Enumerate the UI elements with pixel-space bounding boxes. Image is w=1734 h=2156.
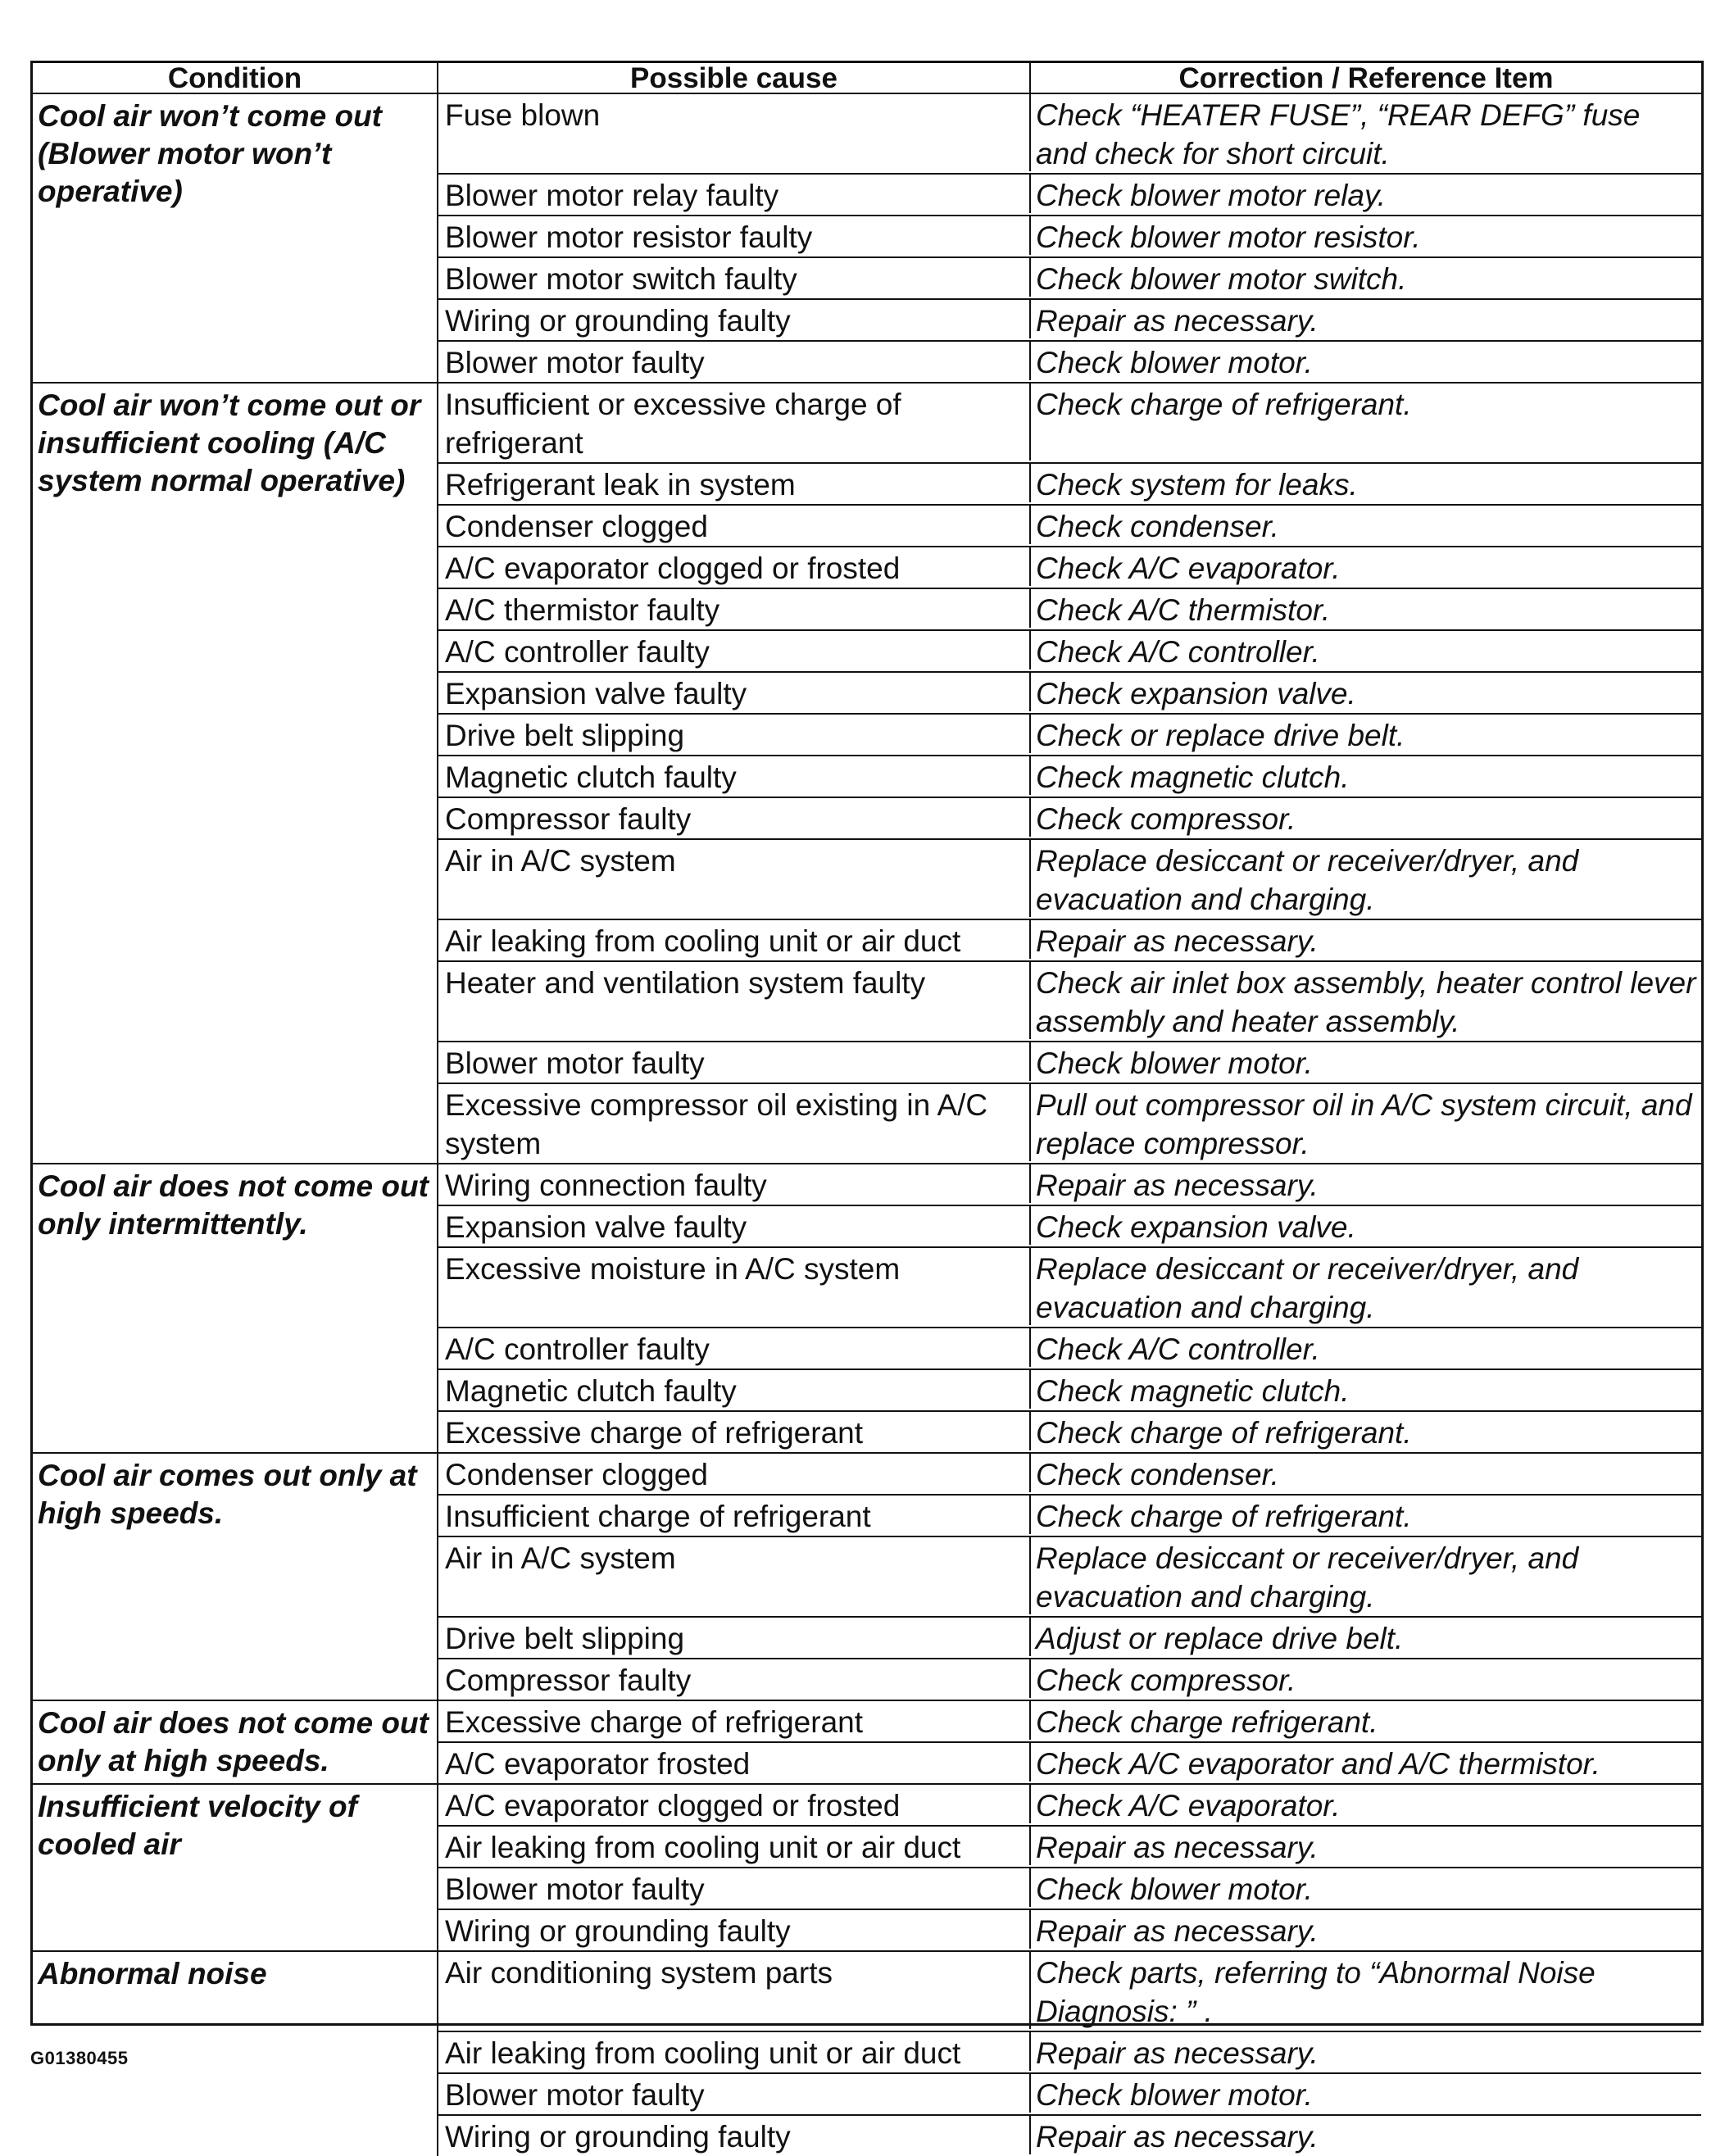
- table-row: [438, 506, 1701, 547]
- correction-cell: Check “HEATER FUSE”, “REAR DEFG” fuse and check for short circuit.: [1036, 98, 1641, 170]
- condition-group: [33, 94, 1701, 384]
- possible-cause-cell: Condenser clogged: [438, 1454, 1031, 1492]
- possible-cause-cell: Excessive compressor oil existing in A/C system: [438, 1084, 1031, 1161]
- possible-cause-cell: Blower motor faulty: [438, 2074, 1031, 2113]
- table-row: [438, 384, 1701, 464]
- condition-group: [33, 1701, 1701, 1785]
- correction-cell: Replace desiccant or receiver/dryer, and evacuation and charging.: [1036, 844, 1579, 916]
- possible-cause-cell: Magnetic clutch faulty: [438, 1370, 1031, 1409]
- possible-cause-cell: Excessive charge of refrigerant: [438, 1412, 1031, 1450]
- correction-cell: Check magnetic clutch.: [1036, 1374, 1350, 1408]
- table-row: [438, 94, 1701, 175]
- figure-code: G01380455: [30, 2048, 129, 2068]
- possible-cause-cell: Air conditioning system parts: [438, 1952, 1031, 2029]
- table-row: [438, 258, 1701, 300]
- correction-cell: Check parts, referring to “Abnormal Noise Diagnosis: ” .: [1036, 1956, 1596, 2028]
- table-row: [438, 1910, 1701, 1950]
- table-row: [438, 342, 1701, 382]
- cause-rows: [438, 1454, 1701, 1700]
- possible-cause-cell: Heater and ventilation system faulty: [438, 962, 1031, 1039]
- possible-cause-cell: Compressor faulty: [438, 1659, 1031, 1698]
- table-row: [438, 1328, 1701, 1370]
- correction-cell: Check A/C controller.: [1036, 1332, 1320, 1366]
- table-row: [438, 840, 1701, 920]
- possible-cause-cell: A/C controller faulty: [438, 631, 1031, 669]
- table-row: [438, 1827, 1701, 1868]
- correction-cell: Check air inlet box assembly, heater control lever assembly and heater assembly.: [1036, 966, 1696, 1038]
- correction-cell: Check expansion valve.: [1036, 1210, 1356, 1244]
- possible-cause-cell: Air leaking from cooling unit or air duct: [438, 920, 1031, 959]
- correction-cell: Pull out compressor oil in A/C system circuit, and replace compressor.: [1036, 1088, 1692, 1160]
- table-row: [438, 1412, 1701, 1452]
- possible-cause-cell: Blower motor relay faulty: [438, 175, 1031, 213]
- possible-cause-cell: Blower motor faulty: [438, 1042, 1031, 1081]
- possible-cause-cell: Wiring connection faulty: [438, 1164, 1031, 1203]
- correction-cell: Check charge of refrigerant.: [1036, 388, 1412, 421]
- correction-cell: Check condenser.: [1036, 1458, 1279, 1491]
- correction-cell: Check or replace drive belt.: [1036, 719, 1405, 752]
- table-row: [438, 547, 1701, 589]
- correction-cell: Repair as necessary.: [1036, 1169, 1319, 1202]
- possible-cause-cell: Blower motor resistor faulty: [438, 216, 1031, 255]
- possible-cause-cell: A/C evaporator frosted: [438, 1743, 1031, 1782]
- correction-cell: Check A/C evaporator and A/C thermistor.: [1036, 1747, 1600, 1781]
- correction-cell: Replace desiccant or receiver/dryer, and evacuation and charging.: [1036, 1252, 1579, 1324]
- correction-cell: Check compressor.: [1036, 802, 1296, 836]
- correction-cell: Check condenser.: [1036, 510, 1279, 543]
- table-row: [438, 1454, 1701, 1496]
- table-row: [438, 798, 1701, 840]
- possible-cause-cell: Wiring or grounding faulty: [438, 300, 1031, 338]
- correction-cell: Check compressor.: [1036, 1664, 1296, 1697]
- cause-rows: [438, 384, 1701, 1163]
- possible-cause-cell: Blower motor faulty: [438, 1868, 1031, 1907]
- possible-cause-cell: Air in A/C system: [438, 840, 1031, 917]
- table-row: [438, 2032, 1701, 2074]
- condition-group: [33, 384, 1701, 1164]
- possible-cause-cell: Air in A/C system: [438, 1537, 1031, 1614]
- correction-cell: Check blower motor.: [1036, 1872, 1313, 1906]
- correction-cell: Check A/C evaporator.: [1036, 1789, 1341, 1822]
- possible-cause-cell: Air leaking from cooling unit or air duct: [438, 1827, 1031, 1865]
- table-row: [438, 1785, 1701, 1827]
- table-row: [438, 673, 1701, 715]
- correction-cell: Repair as necessary.: [1036, 304, 1319, 338]
- possible-cause-cell: Compressor faulty: [438, 798, 1031, 837]
- cause-rows: [438, 1952, 1701, 2156]
- possible-cause-cell: Expansion valve faulty: [438, 1206, 1031, 1245]
- condition-cell: Abnormal noise: [33, 1952, 438, 2156]
- condition-cell: Cool air does not come out only at high speeds.: [33, 1701, 438, 1783]
- table-row: [438, 1248, 1701, 1328]
- table-row: [438, 1868, 1701, 1910]
- correction-cell: Check blower motor.: [1036, 1046, 1313, 1080]
- table-row: [438, 464, 1701, 506]
- condition-cell: Cool air won’t come out (Blower motor won’t operative): [33, 94, 438, 382]
- correction-cell: Check blower motor switch.: [1036, 262, 1407, 296]
- correction-cell: Check blower motor relay.: [1036, 179, 1387, 212]
- correction-cell: Adjust or replace drive belt.: [1036, 1622, 1404, 1655]
- possible-cause-cell: Wiring or grounding faulty: [438, 1910, 1031, 1949]
- correction-cell: Check magnetic clutch.: [1036, 760, 1350, 794]
- table-row: [438, 1701, 1701, 1743]
- table-row: [438, 715, 1701, 756]
- condition-cell: Cool air won’t come out or insufficient cooling (A/C system normal operative): [33, 384, 438, 1163]
- correction-cell: Repair as necessary.: [1036, 1914, 1319, 1948]
- table-row: [438, 1042, 1701, 1084]
- table-row: [438, 175, 1701, 216]
- cause-rows: [438, 1701, 1701, 1783]
- possible-cause-cell: Excessive moisture in A/C system: [438, 1248, 1031, 1325]
- correction-cell: Check system for leaks.: [1036, 468, 1358, 502]
- condition-cell: Cool air comes out only at high speeds.: [33, 1454, 438, 1700]
- table-row: [438, 631, 1701, 673]
- possible-cause-cell: Expansion valve faulty: [438, 673, 1031, 711]
- correction-cell: Check A/C controller.: [1036, 635, 1320, 669]
- condition-group: [33, 1785, 1701, 1952]
- possible-cause-cell: Refrigerant leak in system: [438, 464, 1031, 502]
- possible-cause-cell: Excessive charge of refrigerant: [438, 1701, 1031, 1740]
- condition-group: [33, 1454, 1701, 1701]
- table-row: [438, 216, 1701, 258]
- table-row: [438, 1164, 1701, 1206]
- correction-cell: Check blower motor resistor.: [1036, 220, 1421, 254]
- cause-rows: [438, 94, 1701, 382]
- correction-cell: Check blower motor.: [1036, 346, 1313, 379]
- cause-rows: [438, 1785, 1701, 1950]
- table-row: [438, 1618, 1701, 1659]
- possible-cause-cell: Wiring or grounding faulty: [438, 2116, 1031, 2154]
- correction-cell: Check A/C evaporator.: [1036, 551, 1341, 585]
- table-row: [438, 1743, 1701, 1783]
- possible-cause-cell: A/C evaporator clogged or frosted: [438, 547, 1031, 586]
- possible-cause-cell: Condenser clogged: [438, 506, 1031, 544]
- possible-cause-cell: Blower motor switch faulty: [438, 258, 1031, 297]
- correction-cell: Check charge of refrigerant.: [1036, 1416, 1412, 1450]
- table-row: [438, 1370, 1701, 1412]
- possible-cause-cell: Drive belt slipping: [438, 1618, 1031, 1656]
- condition-cell: Insufficient velocity of cooled air: [33, 1785, 438, 1950]
- table-row: [438, 2116, 1701, 2156]
- table-row: [438, 1537, 1701, 1618]
- header-possible-cause: Possible cause: [438, 63, 1031, 94]
- condition-group: [33, 1164, 1701, 1454]
- table-row: [438, 1084, 1701, 1163]
- table-row: [438, 1952, 1701, 2032]
- correction-cell: Repair as necessary.: [1036, 2036, 1319, 2070]
- possible-cause-cell: Insufficient or excessive charge of refrigerant: [438, 384, 1031, 461]
- correction-cell: Repair as necessary.: [1036, 924, 1319, 958]
- table-row: [438, 1659, 1701, 1700]
- table-row: [438, 589, 1701, 631]
- correction-cell: Check charge of refrigerant.: [1036, 1500, 1412, 1533]
- possible-cause-cell: A/C evaporator clogged or frosted: [438, 1785, 1031, 1823]
- correction-cell: Check A/C thermistor.: [1036, 593, 1331, 627]
- possible-cause-cell: Insufficient charge of refrigerant: [438, 1496, 1031, 1534]
- table-row: [438, 920, 1701, 962]
- cause-rows: [438, 1164, 1701, 1452]
- condition-group: [33, 1952, 1701, 2156]
- possible-cause-cell: Magnetic clutch faulty: [438, 756, 1031, 795]
- table-row: [438, 756, 1701, 798]
- header-correction: Correction / Reference Item: [1031, 63, 1701, 94]
- table-row: [438, 962, 1701, 1042]
- possible-cause-cell: A/C thermistor faulty: [438, 589, 1031, 628]
- condition-cell: Cool air does not come out only intermittently.: [33, 1164, 438, 1452]
- correction-cell: Check blower motor.: [1036, 2078, 1313, 2112]
- possible-cause-cell: Drive belt slipping: [438, 715, 1031, 753]
- table-row: [438, 1206, 1701, 1248]
- header-condition: Condition: [33, 63, 438, 94]
- table-row: [438, 1496, 1701, 1537]
- correction-cell: Check charge refrigerant.: [1036, 1705, 1378, 1739]
- possible-cause-cell: Blower motor faulty: [438, 342, 1031, 380]
- table-row: [438, 300, 1701, 342]
- correction-cell: Repair as necessary.: [1036, 1831, 1319, 1864]
- possible-cause-cell: A/C controller faulty: [438, 1328, 1031, 1367]
- correction-cell: Repair as necessary.: [1036, 2120, 1319, 2154]
- possible-cause-cell: Air leaking from cooling unit or air duct: [438, 2032, 1031, 2071]
- correction-cell: Check expansion valve.: [1036, 677, 1356, 710]
- possible-cause-cell: Fuse blown: [438, 94, 1031, 171]
- correction-cell: Replace desiccant or receiver/dryer, and evacuation and charging.: [1036, 1541, 1579, 1614]
- table-row: [438, 2074, 1701, 2116]
